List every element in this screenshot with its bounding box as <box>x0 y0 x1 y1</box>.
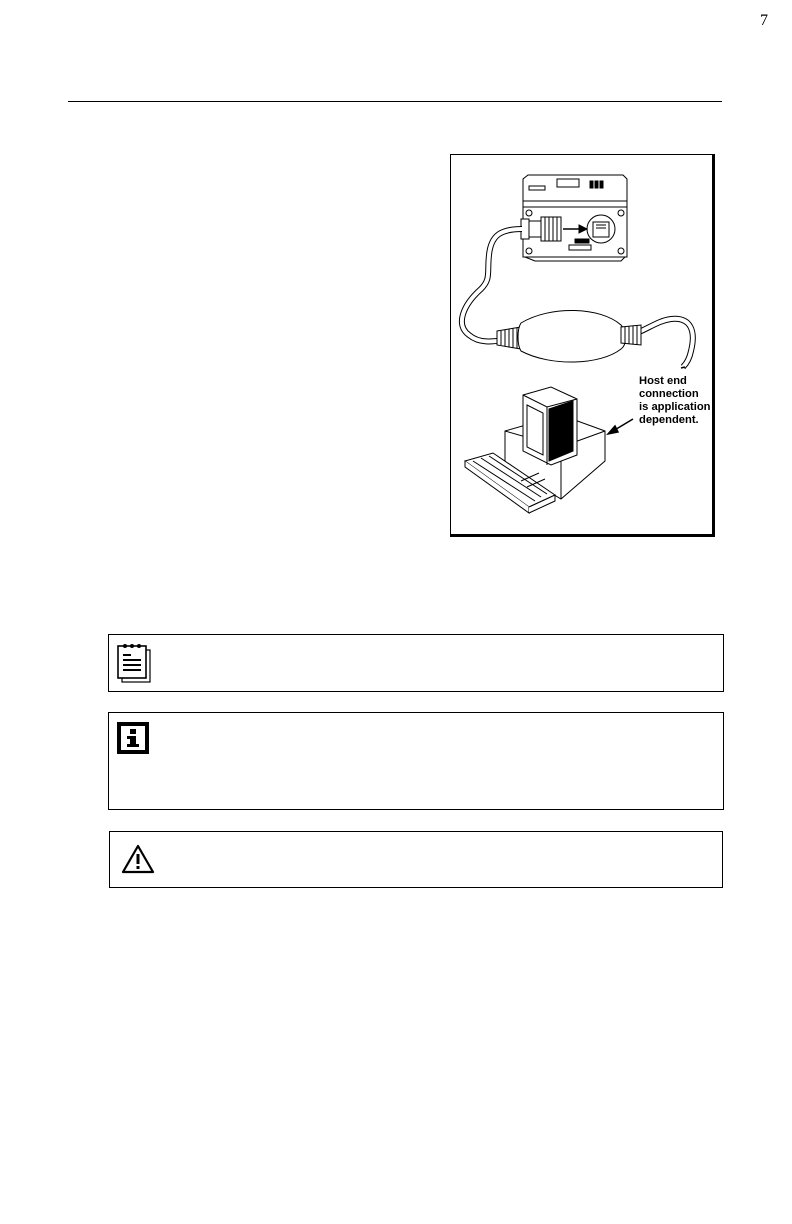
note-callout <box>108 634 724 692</box>
host-connection-caption: Host end connection is application dependent. <box>639 375 711 426</box>
scanner-device-icon <box>523 175 627 261</box>
interface-module-icon <box>497 310 641 362</box>
host-computer-icon <box>465 387 605 513</box>
important-callout <box>108 712 724 810</box>
page-number: 7 <box>760 12 768 29</box>
notepad-icon <box>117 641 151 683</box>
arrow-icon <box>608 419 633 434</box>
header-rule <box>68 101 722 102</box>
info-icon <box>117 722 149 754</box>
warning-triangle-icon <box>121 844 155 874</box>
connection-illustration <box>451 155 716 538</box>
connection-figure <box>450 154 715 537</box>
caution-callout <box>109 831 723 888</box>
